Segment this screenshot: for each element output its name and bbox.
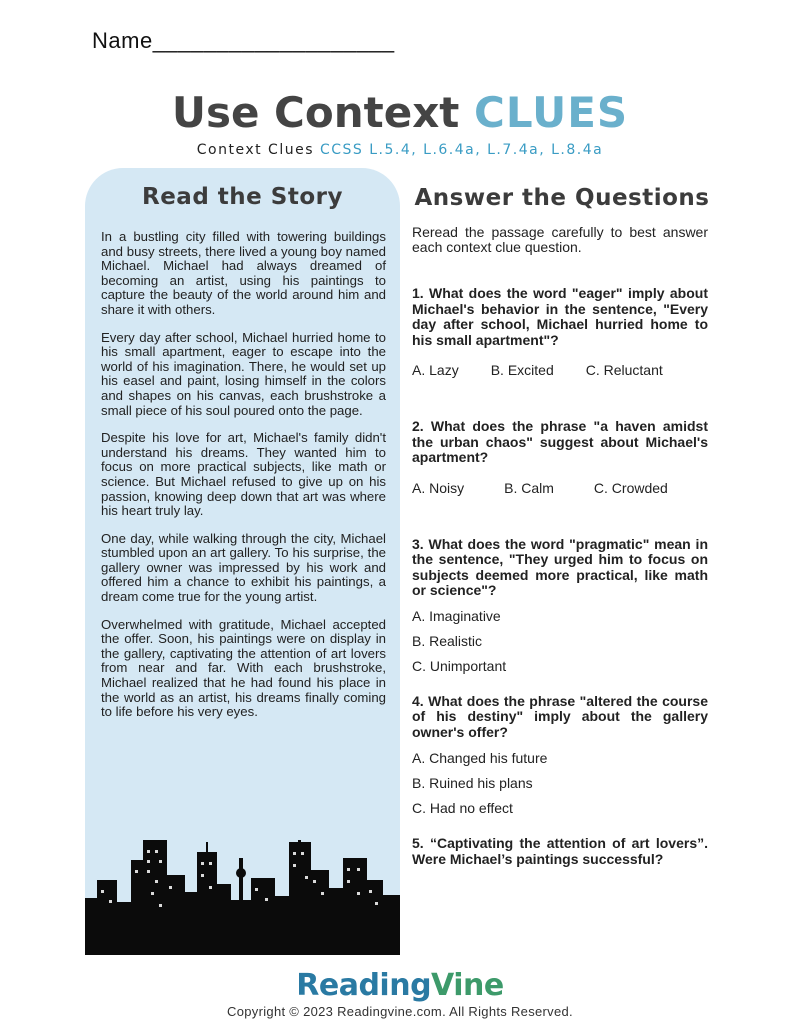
question-5 bbox=[412, 836, 708, 867]
question-2 bbox=[412, 419, 708, 496]
question-4-option-a: A. Changed his future bbox=[412, 750, 548, 766]
question-4 bbox=[412, 694, 708, 817]
story-paragraph-1: In a bustling city filled with towering buildings and busy streets, there lived a young boy named Michael. Michael had always dreamed of becoming an artist, using his paintings to capture the beauty of the world around him and share it with others. bbox=[101, 229, 386, 317]
question-2-option-a: A. Noisy bbox=[412, 479, 465, 496]
story-paragraph-4: One day, while walking through the city, Michael stumbled upon an art gallery. To his surprise, the gallery owner was impressed by his work and offered him a chance to exhibit his paintings, a dream come true for the young artist. bbox=[101, 530, 386, 605]
question-2-text: 2. What does the phrase "a haven amidst the urban chaos" suggest about Michael's apartment? bbox=[412, 418, 708, 465]
story-heading: Read the Story bbox=[142, 184, 343, 210]
standards-codes: CCSS L.5.4, L.6.4a, L.7.4a, L.8.4a bbox=[319, 142, 604, 158]
question-3 bbox=[412, 537, 708, 674]
question-5-text: 5. “Captivating the attention of art lovers”. Were Michael’s paintings successful? bbox=[412, 835, 708, 867]
question-4-text: 4. What does the phrase "altered the course of his destiny" imply about the gallery owner's offer? bbox=[412, 692, 708, 740]
question-2-options bbox=[412, 480, 708, 496]
questions-section bbox=[412, 225, 708, 867]
question-4-option-b: B. Ruined his plans bbox=[412, 775, 533, 791]
story-paragraph-2: Every day after school, Michael hurried home to his small apartment, eager to escape into the world of his imagination. There, he would set up his easel and paint, losing himself in the colors and shapes on his canvas, each brushstroke a small piece of his soul poured onto the page. bbox=[101, 329, 386, 418]
logo-reading: Reading bbox=[296, 968, 432, 1003]
questions-heading: Answer the Questions bbox=[414, 185, 710, 211]
question-3-option-b: B. Realistic bbox=[412, 632, 483, 649]
name-label: Name bbox=[92, 28, 153, 53]
question-1-text: 1. What does the word "eager" imply about Michael's behavior in the sentence, "Every day after school, Michael hurried home to his small apartment"? bbox=[412, 285, 708, 348]
story-paragraph-5: Overwhelmed with gratitude, Michael accepted the offer. Soon, his paintings were on display in the gallery, captivating the attention of art lovers from near and far. With each brushstroke, Michael realized that he had found his place in the world as an artist, his dreams finally coming to life before his very eyes. bbox=[101, 616, 386, 720]
title-accent: CLUES bbox=[474, 88, 629, 137]
question-2-option-b: B. Calm bbox=[504, 479, 554, 496]
question-1-options bbox=[412, 362, 708, 378]
story-text bbox=[101, 230, 386, 733]
question-4-option-c: C. Had no effect bbox=[412, 800, 513, 816]
question-1-option-b: B. Excited bbox=[490, 362, 554, 378]
standards-label: Context Clues bbox=[196, 142, 314, 158]
question-3-text: 3. What does the word "pragmatic" mean in the sentence, "They urged him to focus on subjects deemed more practical, like math or science"? bbox=[412, 535, 708, 598]
logo-vine: Vine bbox=[431, 968, 504, 1003]
question-1-option-a: A. Lazy bbox=[412, 362, 459, 378]
name-line bbox=[92, 28, 395, 54]
question-4-options bbox=[412, 750, 708, 816]
story-paragraph-3: Despite his love for art, Michael's family didn't understand his dreams. They wanted him to focus on more practical subjects, like math or science. But Michael refused to give up on his passion, knowing deep down that art was where his heart truly lay. bbox=[101, 430, 386, 519]
standards-line bbox=[0, 142, 800, 158]
question-1-option-c: C. Reluctant bbox=[585, 362, 663, 378]
copyright: Copyright © 2023 Readingvine.com. All Rights Reserved. bbox=[227, 1004, 573, 1019]
question-3-option-a: A. Imaginative bbox=[412, 607, 501, 624]
question-2-option-c: C. Crowded bbox=[593, 479, 668, 496]
question-3-options bbox=[412, 608, 708, 674]
city-skyline-icon bbox=[85, 840, 400, 955]
name-blank: ___________________ bbox=[152, 28, 395, 53]
title-main: Use Context bbox=[171, 88, 460, 137]
readingvine-logo bbox=[0, 968, 800, 1003]
story-panel bbox=[85, 168, 400, 955]
page-title bbox=[0, 88, 800, 137]
question-3-option-c: C. Unimportant bbox=[412, 657, 507, 674]
questions-intro: Reread the passage carefully to best answer each context clue question. bbox=[412, 224, 708, 255]
question-1 bbox=[412, 286, 708, 378]
